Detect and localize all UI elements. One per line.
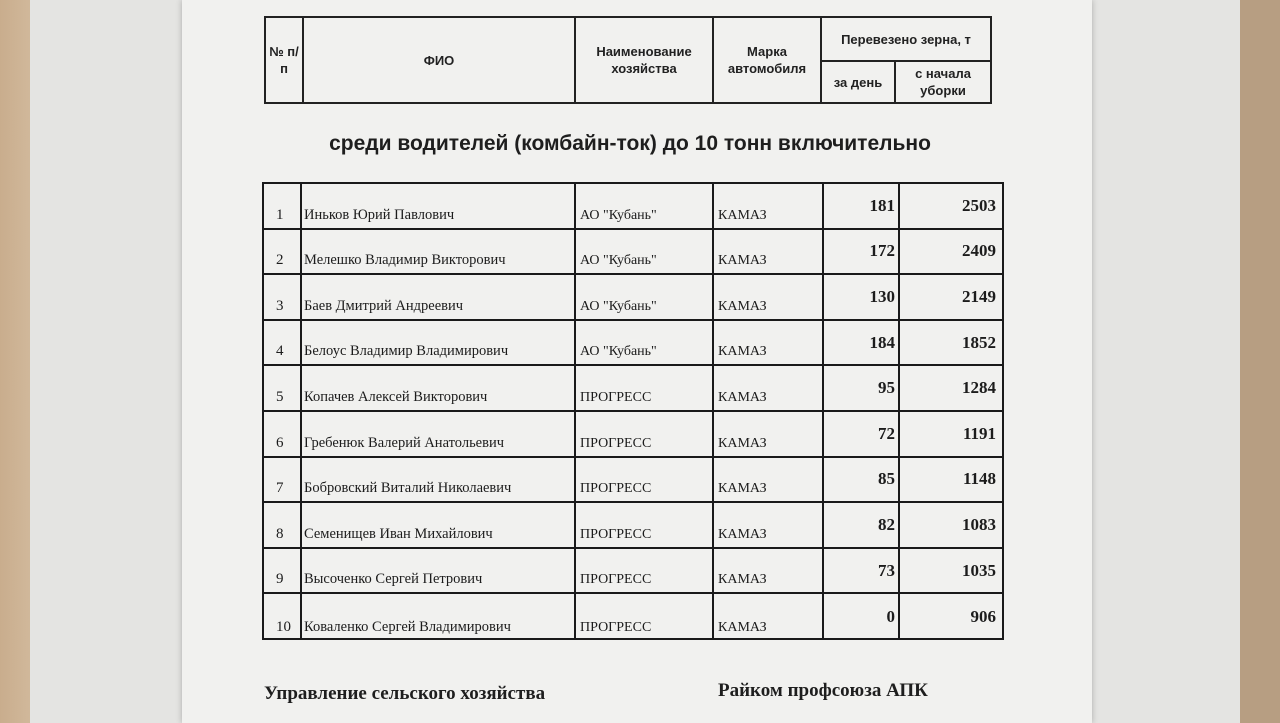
farm-name: АО "Кубань" (576, 321, 714, 365)
table-row (264, 321, 1002, 367)
driver-name: Мелешко Владимир Викторович (302, 230, 576, 274)
farm-name: ПРОГРЕСС (576, 594, 714, 640)
vehicle-brand: КАМАЗ (714, 458, 824, 502)
farm-name: ПРОГРЕСС (576, 412, 714, 456)
table-row (264, 366, 1002, 412)
farm-name: АО "Кубань" (576, 275, 714, 319)
grain-since-start: 2149 (962, 286, 996, 306)
row-number: 9 (264, 549, 302, 593)
table-row (264, 275, 1002, 321)
row-number: 7 (264, 458, 302, 502)
header-since-start: с начала уборки (915, 66, 971, 98)
header-transported-group (822, 18, 990, 102)
table-row (264, 594, 1002, 640)
driver-name: Семенищев Иван Михайлович (302, 503, 576, 547)
driver-name: Иньков Юрий Павлович (302, 184, 576, 228)
vehicle-brand: КАМАЗ (714, 549, 824, 593)
table-row (264, 503, 1002, 549)
row-number: 1 (264, 184, 302, 228)
row-number: 4 (264, 321, 302, 365)
driver-name: Баев Дмитрий Андреевич (302, 275, 576, 319)
drivers-table (262, 182, 1004, 640)
farm-name: АО "Кубань" (576, 230, 714, 274)
farm-name: ПРОГРЕСС (576, 503, 714, 547)
table-row (264, 184, 1002, 230)
grain-since-start: 1035 (962, 560, 996, 580)
farm-name: ПРОГРЕСС (576, 549, 714, 593)
row-number: 5 (264, 366, 302, 410)
header-fio: ФИО (304, 18, 576, 102)
farm-name: АО "Кубань" (576, 184, 714, 228)
driver-name: Высоченко Сергей Петрович (302, 549, 576, 593)
driver-name: Коваленко Сергей Владимирович (302, 594, 576, 640)
grain-since-start: 1284 (962, 378, 996, 398)
vehicle-brand: КАМАЗ (714, 594, 824, 640)
grain-since-start: 1191 (962, 423, 996, 443)
grain-since-start: 1083 (962, 514, 996, 534)
driver-name: Бобровский Виталий Николаевич (302, 458, 576, 502)
driver-name: Копачев Алексей Викторович (302, 366, 576, 410)
row-number: 10 (264, 594, 302, 640)
row-number: 6 (264, 412, 302, 456)
footer-left-signature: Управление сельского хозяйства (264, 683, 546, 704)
grain-since-start: 2503 (962, 195, 996, 215)
grain-since-start: 906 (970, 607, 996, 627)
desk-background-right (1240, 0, 1280, 723)
grain-per-day: 73 (824, 549, 900, 593)
grain-per-day: 82 (824, 503, 900, 547)
header-car: Марка автомобиля (714, 18, 822, 102)
grain-since-start: 1148 (962, 469, 996, 489)
grain-since-start: 2409 (962, 241, 996, 261)
vehicle-brand: КАМАЗ (714, 366, 824, 410)
table-row (264, 458, 1002, 504)
grain-since-start: 1852 (962, 332, 996, 352)
table-row (264, 230, 1002, 276)
driver-name: Белоус Владимир Владимирович (302, 321, 576, 365)
header-transported: Перевезено зерна, т (822, 18, 990, 62)
grain-per-day: 130 (824, 275, 900, 319)
row-number: 3 (264, 275, 302, 319)
grain-per-day: 181 (824, 184, 900, 228)
grain-per-day: 85 (824, 458, 900, 502)
grain-per-day: 95 (824, 366, 900, 410)
vehicle-brand: КАМАЗ (714, 412, 824, 456)
footer-right-signature: Райком профсоюза АПК (718, 680, 928, 701)
vehicle-brand: КАМАЗ (714, 275, 824, 319)
table-row (264, 412, 1002, 458)
table-row (264, 549, 1002, 595)
grain-per-day: 172 (824, 230, 900, 274)
driver-name: Гребенюк Валерий Анатольевич (302, 412, 576, 456)
grain-per-day: 0 (824, 594, 900, 640)
grain-per-day: 184 (824, 321, 900, 365)
header-org: Наименование хозяйства (576, 18, 714, 102)
row-number: 8 (264, 503, 302, 547)
vehicle-brand: КАМАЗ (714, 503, 824, 547)
vehicle-brand: КАМАЗ (714, 230, 824, 274)
header-per-day: за день (822, 62, 896, 102)
header-num: № п/п (266, 18, 304, 102)
row-number: 2 (264, 230, 302, 274)
farm-name: ПРОГРЕСС (576, 366, 714, 410)
section-title: среди водителей (комбайн-ток) до 10 тонн включительно (329, 132, 931, 155)
grain-per-day: 72 (824, 412, 900, 456)
farm-name: ПРОГРЕСС (576, 458, 714, 502)
vehicle-brand: КАМАЗ (714, 184, 824, 228)
vehicle-brand: КАМАЗ (714, 321, 824, 365)
header-table (264, 16, 992, 104)
